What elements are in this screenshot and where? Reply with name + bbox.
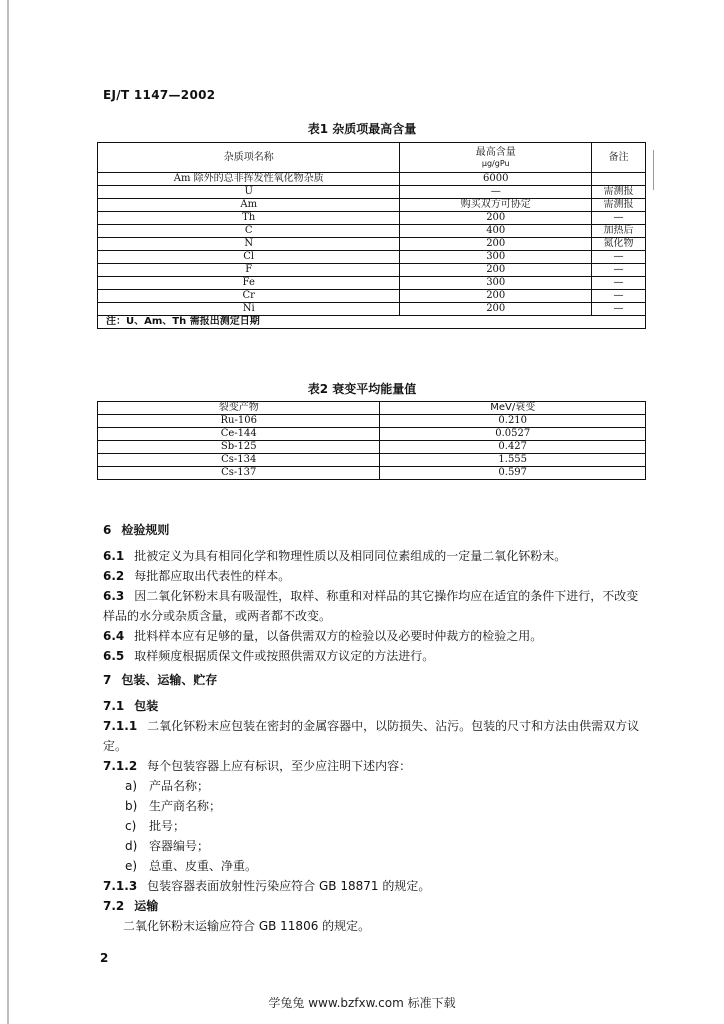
table2-row bbox=[98, 415, 646, 428]
col-header-max-content bbox=[400, 143, 592, 173]
table1-cell-note: — bbox=[592, 290, 646, 303]
section-6-heading: 6 检验规则 bbox=[103, 523, 170, 537]
clause-6-item: 6.1 批被定义为具有相同化学和物理性质以及相同同位素组成的一定量二氧化钚粉末。 bbox=[103, 549, 567, 563]
decay-energy-table bbox=[97, 401, 646, 480]
site-footer: 学兔兔 www.bzfxw.com 标准下载 bbox=[268, 996, 456, 1010]
table1-footnote: 注：U、Am、Th 需报出测定日期 bbox=[98, 316, 646, 329]
section-7 bbox=[103, 670, 644, 936]
clause-6-item: 6.5 取样频度根据质保文件或按照供需双方议定的方法进行。 bbox=[103, 649, 435, 663]
marking-list-item: d) 容器编号； bbox=[125, 839, 210, 853]
table1-cell-name: Cl bbox=[98, 251, 400, 264]
table1-cell-name: Fe bbox=[98, 277, 400, 290]
table2-cell-product: Cs-134 bbox=[98, 454, 380, 467]
page-number: 2 bbox=[100, 951, 109, 965]
table2-cell-energy: 1.555 bbox=[380, 454, 646, 467]
table2-cell-energy: 0.210 bbox=[380, 415, 646, 428]
clause-6-item: 6.3 因二氧化钚粉末具有吸湿性，取样、称重和对样品的其它操作均应在适宜的条件下进行，不改变样品的水分或杂质含量，或两者都不改变。 bbox=[103, 589, 639, 623]
table1-row bbox=[98, 173, 646, 186]
section-6 bbox=[103, 520, 644, 666]
table1-cell-value: 200 bbox=[400, 238, 592, 251]
scan-edge-mark bbox=[653, 150, 654, 190]
table1-cell-note: 氮化物 bbox=[592, 238, 646, 251]
table1-cell-value: 6000 bbox=[400, 173, 592, 186]
table1-cell-note: — bbox=[592, 251, 646, 264]
marking-list-item: c) 批号； bbox=[125, 819, 186, 833]
clause-6-item: 6.4 批料样本应有足够的量，以备供需双方的检验以及必要时仲裁方的检验之用。 bbox=[103, 629, 543, 643]
table1-cell-note: — bbox=[592, 212, 646, 225]
table2-cell-product: Cs-137 bbox=[98, 467, 380, 480]
table1-cell-value: — bbox=[400, 186, 592, 199]
table1-cell-value: 购买双方可协定 bbox=[400, 199, 592, 212]
col-header-note: 备注 bbox=[592, 143, 646, 173]
table1-cell-name: Am 除外的总非挥发性氧化物杂质 bbox=[98, 173, 400, 186]
table1-cell-name: U bbox=[98, 186, 400, 199]
table1-cell-value: 300 bbox=[400, 277, 592, 290]
table1-cell-name: Am bbox=[98, 199, 400, 212]
clause-6-item: 6.2 每批都应取出代表性的样本。 bbox=[103, 569, 291, 583]
table1-row bbox=[98, 212, 646, 225]
scan-margin-line bbox=[7, 0, 9, 1024]
col-header-fission-product: 裂变产物 bbox=[98, 402, 380, 415]
table1-cell-name: Ni bbox=[98, 303, 400, 316]
marking-list-item: e) 总重、皮重、净重。 bbox=[125, 859, 258, 873]
table1-cell-value: 200 bbox=[400, 290, 592, 303]
table1-cell-note: — bbox=[592, 303, 646, 316]
clause-7-1-3: 7.1.3 包装容器表面放射性污染应符合 GB 18871 的规定。 bbox=[103, 879, 431, 893]
table1-cell-value: 200 bbox=[400, 264, 592, 277]
table1-row bbox=[98, 290, 646, 303]
table1-cell-note: 加热后 bbox=[592, 225, 646, 238]
table2-row bbox=[98, 454, 646, 467]
table1-row bbox=[98, 264, 646, 277]
table2-cell-energy: 0.427 bbox=[380, 441, 646, 454]
table1-cell-name: C bbox=[98, 225, 400, 238]
clause-7-2-text: 二氧化钚粉末运输应符合 GB 11806 的规定。 bbox=[123, 919, 371, 933]
table1-cell-value: 200 bbox=[400, 303, 592, 316]
table2-row bbox=[98, 467, 646, 480]
table2-title: 表2 衰变平均能量值 bbox=[307, 382, 417, 396]
document-code: EJ/T 1147—2002 bbox=[103, 88, 216, 102]
table1-row bbox=[98, 199, 646, 212]
table1-cell-name: Th bbox=[98, 212, 400, 225]
table1-cell-value: 300 bbox=[400, 251, 592, 264]
table1-cell-note: 需测报 bbox=[592, 199, 646, 212]
table2-row bbox=[98, 441, 646, 454]
table1-cell-name: Cr bbox=[98, 290, 400, 303]
clause-7-1-1: 7.1.1 二氧化钚粉末应包装在密封的金属容器中，以防损失、沾污。包装的尺寸和方法由供需双方议定。 bbox=[103, 719, 640, 753]
table2-cell-product: Ru-106 bbox=[98, 415, 380, 428]
marking-list-item: a) 产品名称； bbox=[125, 779, 210, 793]
table1-cell-name: F bbox=[98, 264, 400, 277]
table1-row bbox=[98, 238, 646, 251]
table1-row bbox=[98, 303, 646, 316]
table1-row bbox=[98, 277, 646, 290]
table2-cell-product: Ce-144 bbox=[98, 428, 380, 441]
table1-cell-value: 200 bbox=[400, 212, 592, 225]
section-7-2-heading: 7.2 运输 bbox=[103, 899, 159, 913]
marking-list-item: b) 生产商名称； bbox=[125, 799, 222, 813]
table1-cell-note bbox=[592, 173, 646, 186]
table1-row bbox=[98, 225, 646, 238]
max-content-label: 最高含量 bbox=[475, 146, 516, 158]
table1-cell-name: N bbox=[98, 238, 400, 251]
table1-row bbox=[98, 251, 646, 264]
table1-cell-note: 需测报 bbox=[592, 186, 646, 199]
table2-cell-energy: 0.0527 bbox=[380, 428, 646, 441]
clause-7-1-2: 7.1.2 每个包装容器上应有标识，至少应注明下述内容： bbox=[103, 759, 412, 773]
table1-row bbox=[98, 186, 646, 199]
table1-cell-note: — bbox=[592, 277, 646, 290]
impurity-table bbox=[97, 142, 646, 329]
table2-row bbox=[98, 428, 646, 441]
table2-cell-energy: 0.597 bbox=[380, 467, 646, 480]
table1-title: 表1 杂质项最高含量 bbox=[307, 122, 417, 136]
table1-cell-value: 400 bbox=[400, 225, 592, 238]
max-content-unit: μg/gPu bbox=[481, 158, 510, 168]
section-7-heading: 7 包装、运输、贮存 bbox=[103, 673, 218, 687]
col-header-mev: MeV/衰变 bbox=[380, 402, 646, 415]
section-7-1-heading: 7.1 包装 bbox=[103, 699, 159, 713]
table1-cell-note: — bbox=[592, 264, 646, 277]
table2-cell-product: Sb-125 bbox=[98, 441, 380, 454]
col-header-impurity-name: 杂质项名称 bbox=[98, 143, 400, 173]
